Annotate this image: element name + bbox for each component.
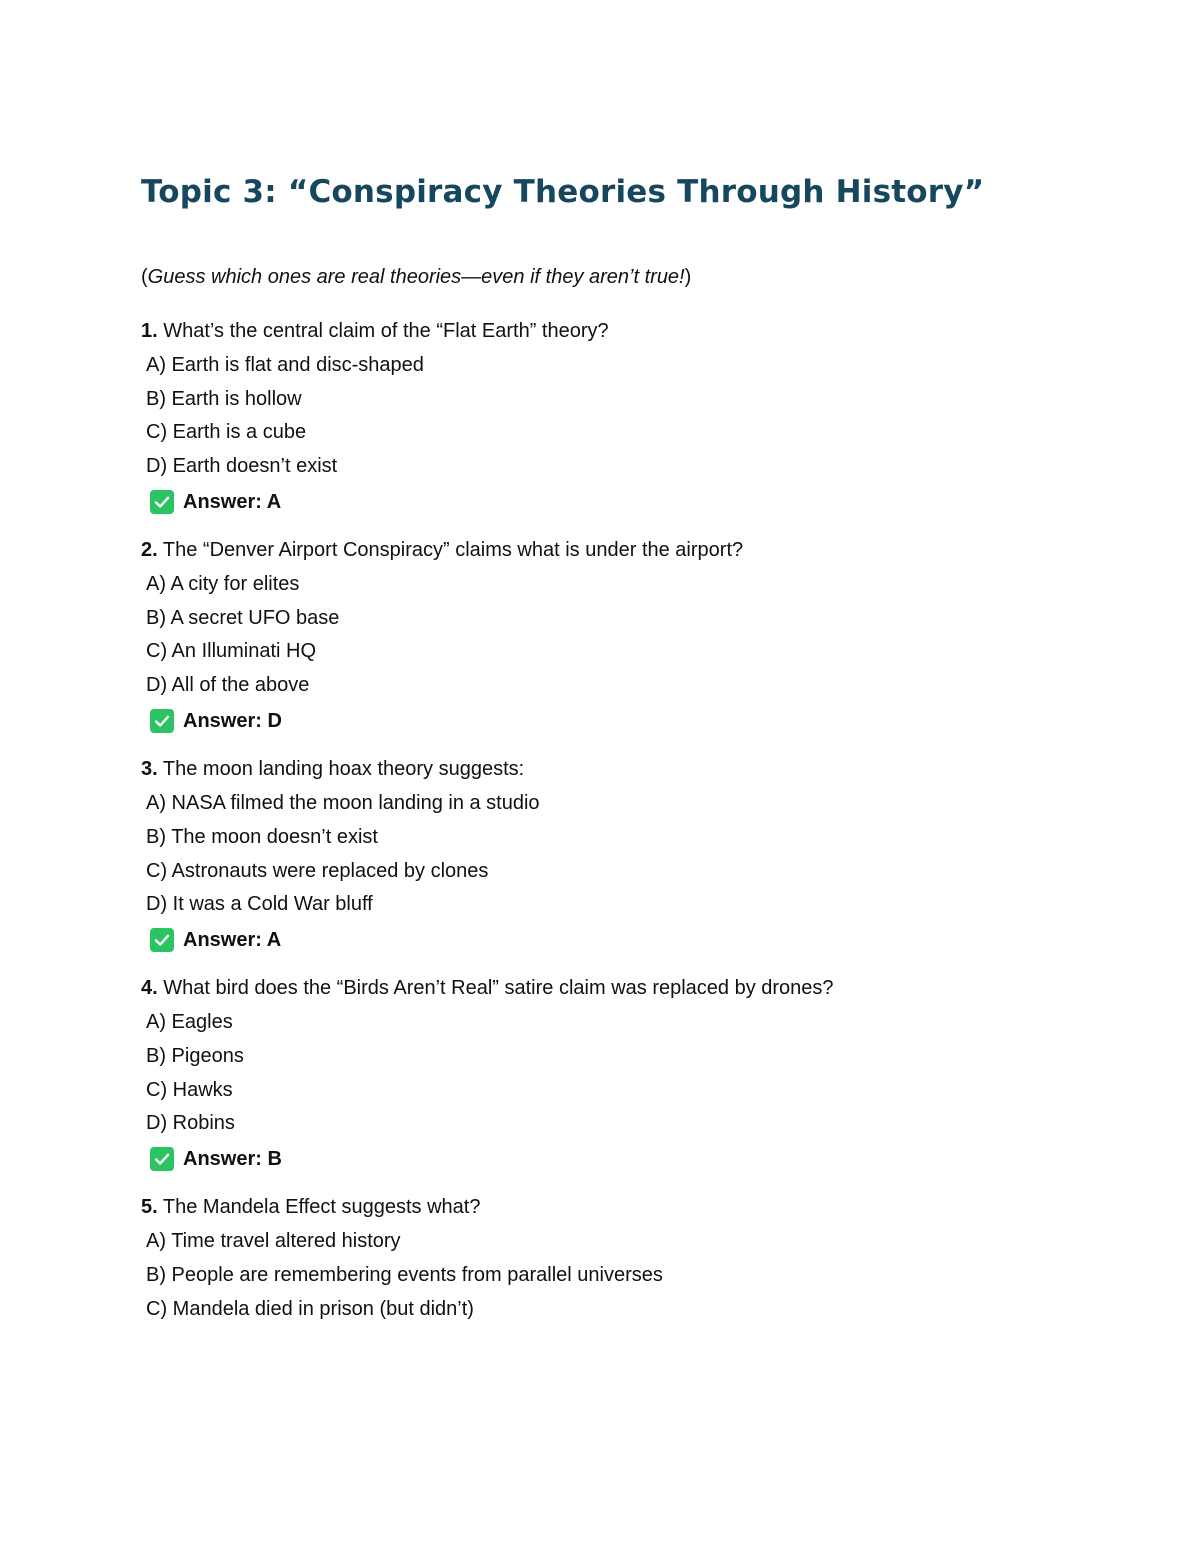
- check-mark-icon: [150, 490, 174, 514]
- answer-text: Answer: A: [183, 491, 282, 514]
- document-page: [141, 170, 1101, 1344]
- option-c: C) Earth is a cube: [146, 421, 307, 444]
- answer-line: [150, 489, 1101, 515]
- question-number: 2.: [141, 539, 158, 562]
- question-prompt: What’s the central claim of the “Flat Earth” theory?: [157, 320, 609, 342]
- question-number: 1.: [141, 320, 158, 342]
- question-prompt: The moon landing hoax theory suggests:: [157, 758, 525, 781]
- option-d: D) All of the above: [146, 674, 310, 697]
- option-c: C) Hawks: [146, 1078, 233, 1101]
- option-c: C) An Illuminati HQ: [146, 640, 317, 663]
- option-a: A) Time travel altered history: [146, 1230, 401, 1253]
- question-text: [141, 537, 1101, 563]
- question-number: 3.: [141, 758, 158, 781]
- option-b: B) The moon doesn’t exist: [146, 825, 378, 848]
- check-mark-icon: [150, 928, 174, 952]
- question-text: [141, 975, 1101, 1001]
- option-b: B) A secret UFO base: [146, 606, 340, 629]
- question-text: [141, 318, 1101, 344]
- intro-open-paren: (: [141, 266, 148, 288]
- question-number: 4.: [141, 977, 158, 1000]
- answer-line: [150, 927, 1101, 953]
- answer-line: [150, 708, 1101, 734]
- option-b: B) Pigeons: [146, 1044, 244, 1067]
- option-d: D) Robins: [146, 1112, 235, 1135]
- intro-text: Guess which ones are real theories—even if they aren’t true!: [147, 266, 685, 288]
- question-text: [141, 1194, 1101, 1220]
- option-a: A) NASA filmed the moon landing in a studio: [146, 792, 540, 815]
- check-mark-icon: [150, 709, 174, 733]
- question-prompt: The Mandela Effect suggests what?: [157, 1196, 481, 1219]
- question-5: [141, 1194, 1101, 1321]
- question-2: [141, 537, 1101, 734]
- question-3: [141, 756, 1101, 953]
- option-d: D) Earth doesn’t exist: [146, 455, 338, 478]
- check-mark-icon: [150, 1147, 174, 1171]
- question-text: [141, 756, 1101, 782]
- option-a: A) A city for elites: [146, 573, 300, 596]
- question-prompt: What bird does the “Birds Aren’t Real” satire claim was replaced by drones?: [157, 977, 834, 1000]
- answer-line: [150, 1146, 1101, 1172]
- option-c: C) Mandela died in prison (but didn’t): [146, 1297, 474, 1320]
- option-c: C) Astronauts were replaced by clones: [146, 859, 489, 882]
- intro-close-paren: ): [684, 266, 692, 288]
- option-d: D) It was a Cold War bluff: [146, 893, 373, 916]
- question-list: [141, 318, 1101, 1322]
- question-number: 5.: [141, 1196, 158, 1219]
- question-4: [141, 975, 1101, 1172]
- question-prompt: The “Denver Airport Conspiracy” claims what is under the airport?: [157, 539, 744, 562]
- answer-text: Answer: A: [183, 929, 282, 952]
- question-1: [141, 318, 1101, 515]
- option-a: A) Earth is flat and disc-shaped: [146, 354, 424, 376]
- option-b: B) People are remembering events from parallel universes: [146, 1263, 663, 1286]
- answer-text: Answer: B: [183, 1148, 282, 1171]
- answer-text: Answer: D: [183, 710, 282, 733]
- option-b: B) Earth is hollow: [146, 387, 302, 410]
- page-title: Topic 3: “Conspiracy Theories Through History”: [141, 174, 985, 210]
- option-a: A) Eagles: [146, 1011, 233, 1034]
- intro-note: [141, 264, 1101, 290]
